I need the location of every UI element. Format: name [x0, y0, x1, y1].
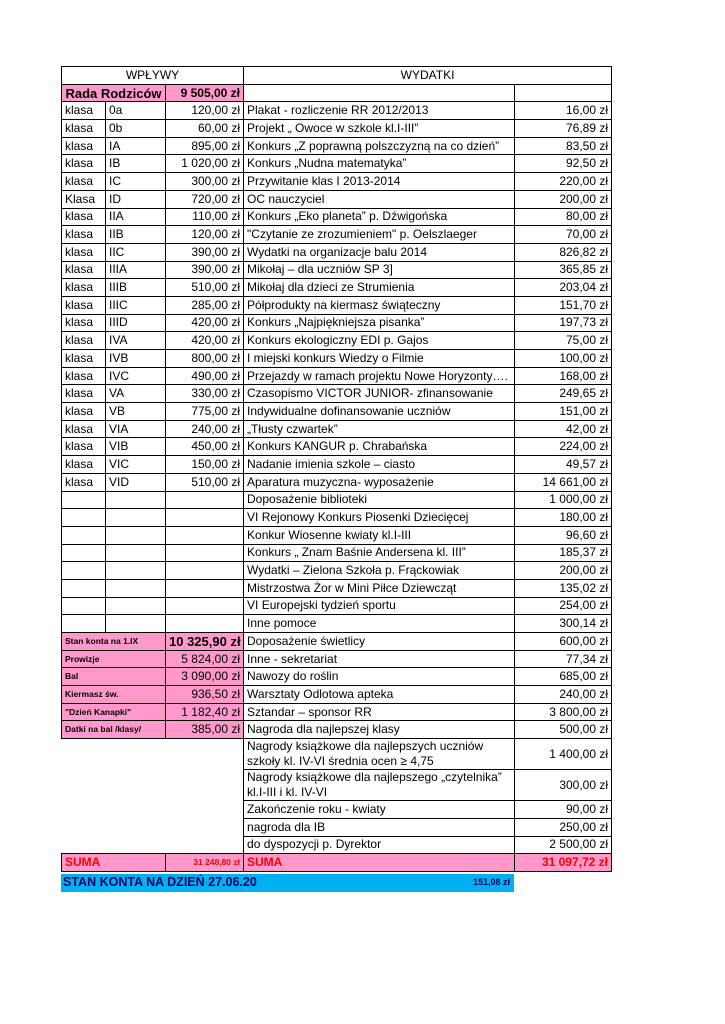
balance-value: 151,08 zł: [472, 877, 510, 887]
expense-description: do dyspozycji p. Dyrektor: [244, 836, 515, 854]
expense-amount: 168,00 zł: [515, 367, 612, 385]
table-row: [62, 332, 612, 350]
income-type: klasa: [62, 243, 106, 261]
expense-amount: 135,02 zł: [515, 579, 612, 597]
expense-description: Nadanie imienia szkole – ciasto: [244, 456, 515, 474]
table-row: [62, 509, 612, 527]
expense-description: Konkurs „Eko planeta” p. Dźwigońska: [244, 208, 515, 226]
sum-label: SUMA: [62, 854, 166, 872]
income-amount: 510,00 zł: [166, 473, 244, 491]
table-row: [62, 314, 612, 332]
class-name: IIC: [106, 243, 166, 261]
income-type: [62, 562, 106, 580]
expense-amount: 197,73 zł: [515, 314, 612, 332]
table-row: [62, 597, 612, 615]
income-type: klasa: [62, 438, 106, 456]
income-amount: [166, 544, 244, 562]
income-type: klasa: [62, 173, 106, 191]
income-amount: 420,00 zł: [166, 314, 244, 332]
table-row: [62, 770, 612, 801]
class-name: [106, 579, 166, 597]
expense-description: Konkurs „Najpiękniejsza pisanka”: [244, 314, 515, 332]
expense-amount: 300,14 zł: [515, 615, 612, 633]
table-row: [62, 120, 612, 138]
income-header: WPŁYWY: [62, 67, 244, 85]
class-name: ID: [106, 190, 166, 208]
income-amount: 490,00 zł: [166, 367, 244, 385]
expense-amount: 151,00 zł: [515, 403, 612, 421]
class-name: [106, 509, 166, 527]
class-name: IVA: [106, 332, 166, 350]
income-type: klasa: [62, 102, 106, 120]
income-type: klasa: [62, 155, 106, 173]
empty-cell: [62, 739, 244, 770]
expense-amount: 254,00 zł: [515, 597, 612, 615]
income-amount: [166, 615, 244, 633]
table-row: [62, 367, 612, 385]
table-row: [62, 836, 612, 854]
expense-amount: 92,50 zł: [515, 155, 612, 173]
table-row: [62, 403, 612, 421]
other-income-row: [62, 650, 612, 668]
expense-amount: 220,00 zł: [515, 173, 612, 191]
table-row: [62, 350, 612, 368]
income-amount: [166, 509, 244, 527]
income-type: [62, 615, 106, 633]
income-amount: 720,00 zł: [166, 190, 244, 208]
other-income-row: [62, 721, 612, 739]
expense-description: Nawozy do roślin: [244, 668, 515, 686]
balance-label: STAN KONTA NA DZIEŃ 27.06.20: [63, 875, 257, 889]
rada-row: [62, 84, 612, 102]
expense-description: Doposażenie biblioteki: [244, 491, 515, 509]
income-amount: [166, 491, 244, 509]
income-type: klasa: [62, 208, 106, 226]
expense-description: Inne pomoce: [244, 615, 515, 633]
expense-amount: 500,00 zł: [515, 721, 612, 739]
expense-amount: 14 661,00 zł: [515, 473, 612, 491]
income-amount: 1 182,40 zł: [166, 703, 244, 721]
expense-description: Nagrody książkowe dla najlepszego „czytelnika” kl.I-III i kl. IV-VI: [244, 770, 515, 801]
income-type: klasa: [62, 473, 106, 491]
class-name: IIIB: [106, 279, 166, 297]
expense-description: Przywitanie klas I 2013-2014: [244, 173, 515, 191]
income-amount: 3 090,00 zł: [166, 668, 244, 686]
class-name: 0a: [106, 102, 166, 120]
income-amount: [166, 526, 244, 544]
expense-amount: 203,04 zł: [515, 279, 612, 297]
expense-description: Konkurs „ Znam Baśnie Andersena kl. III”: [244, 544, 515, 562]
income-type: klasa: [62, 120, 106, 138]
class-name: IIIC: [106, 296, 166, 314]
table-row: [62, 155, 612, 173]
expense-amount: 3 800,00 zł: [515, 703, 612, 721]
expense-description: Półprodukty na kiermasz świąteczny: [244, 296, 515, 314]
expense-amount: 826,82 zł: [515, 243, 612, 261]
table-row: [62, 491, 612, 509]
class-name: IC: [106, 173, 166, 191]
rada-value: 9 505,00 zł: [166, 84, 244, 102]
expense-amount: 200,00 zł: [515, 190, 612, 208]
sum-label-expense: SUMA: [244, 854, 515, 872]
income-amount: 450,00 zł: [166, 438, 244, 456]
expense-amount: 240,00 zł: [515, 686, 612, 704]
expense-description: Czasopismo VICTOR JUNIOR- zfinansowanie: [244, 385, 515, 403]
class-name: [106, 597, 166, 615]
income-type: klasa: [62, 137, 106, 155]
other-income-row: [62, 633, 612, 651]
expense-description: Aparatura muzyczna- wyposażenie: [244, 473, 515, 491]
class-name: IA: [106, 137, 166, 155]
expense-description: "Czytanie ze zrozumieniem" p. Oelszlaeger: [244, 226, 515, 244]
income-amount: 936,50 zł: [166, 686, 244, 704]
income-amount: 1 020,00 zł: [166, 155, 244, 173]
table-row: [62, 456, 612, 474]
expense-amount: 90,00 zł: [515, 801, 612, 819]
expense-amount: 83,50 zł: [515, 137, 612, 155]
expense-amount: 1 000,00 zł: [515, 491, 612, 509]
table-row: [62, 173, 612, 191]
header-row: [62, 67, 612, 85]
income-amount: [166, 597, 244, 615]
income-type: Klasa: [62, 190, 106, 208]
income-type: [62, 579, 106, 597]
expense-description: nagroda dla IB: [244, 818, 515, 836]
table-row: [62, 385, 612, 403]
other-income-row: [62, 703, 612, 721]
class-name: 0b: [106, 120, 166, 138]
class-name: IIB: [106, 226, 166, 244]
expense-description: Wydatki – Zielona Szkoła p. Frąckowiak: [244, 562, 515, 580]
expense-amount: 2 500,00 zł: [515, 836, 612, 854]
income-amount: [166, 562, 244, 580]
income-amount: 800,00 zł: [166, 350, 244, 368]
expense-amount: 151,70 zł: [515, 296, 612, 314]
class-name: [106, 615, 166, 633]
expense-amount: 42,00 zł: [515, 420, 612, 438]
income-amount: 120,00 zł: [166, 226, 244, 244]
expense-description: OC nauczyciel: [244, 190, 515, 208]
empty-cell: [62, 818, 244, 836]
empty-cell: [244, 84, 515, 102]
income-type: klasa: [62, 332, 106, 350]
table-row: [62, 296, 612, 314]
expense-description: VI Europejski tydzień sportu: [244, 597, 515, 615]
income-amount: 10 325,90 zł: [166, 633, 244, 651]
sum-expense: 31 097,72 zł: [515, 854, 612, 872]
income-type: klasa: [62, 226, 106, 244]
expense-description: „Tłusty czwartek”: [244, 420, 515, 438]
income-type: [62, 544, 106, 562]
income-type: klasa: [62, 420, 106, 438]
class-name: [106, 562, 166, 580]
expense-description: Inne - sekretariat: [244, 650, 515, 668]
expense-amount: 49,57 zł: [515, 456, 612, 474]
income-label: Kiermasz św.: [62, 686, 166, 704]
expense-amount: 100,00 zł: [515, 350, 612, 368]
expense-amount: 1 400,00 zł: [515, 739, 612, 770]
income-amount: 510,00 zł: [166, 279, 244, 297]
empty-cell: [62, 770, 244, 801]
table-row: [62, 615, 612, 633]
income-amount: 240,00 zł: [166, 420, 244, 438]
table-row: [62, 579, 612, 597]
expense-description: Doposażenie świetlicy: [244, 633, 515, 651]
expense-description: Plakat - rozliczenie RR 2012/2013: [244, 102, 515, 120]
class-name: IB: [106, 155, 166, 173]
expense-description: Konkurs KANGUR p. Chrabańska: [244, 438, 515, 456]
class-name: [106, 526, 166, 544]
table-row: [62, 208, 612, 226]
expense-amount: 80,00 zł: [515, 208, 612, 226]
expense-description: Projekt „ Owoce w szkole kl.I-III”: [244, 120, 515, 138]
expense-description: Konkur Wiosenne kwiaty kl.I-III: [244, 526, 515, 544]
income-amount: [166, 579, 244, 597]
income-type: klasa: [62, 403, 106, 421]
empty-cell: [515, 84, 612, 102]
expense-amount: 77,34 zł: [515, 650, 612, 668]
income-label: Bal: [62, 668, 166, 686]
expense-description: Konkurs ekologiczny EDI p. Gajos: [244, 332, 515, 350]
rada-label: Rada Rodziców: [62, 84, 166, 102]
income-amount: 390,00 zł: [166, 261, 244, 279]
class-name: IIIA: [106, 261, 166, 279]
class-name: VID: [106, 473, 166, 491]
expense-amount: 76,89 zł: [515, 120, 612, 138]
expense-description: Przejazdy w ramach projektu Nowe Horyzonty….: [244, 367, 515, 385]
empty-cell: [62, 801, 244, 819]
expense-description: Mikołaj dla dzieci ze Strumienia: [244, 279, 515, 297]
expense-description: VI Rejonowy Konkurs Piosenki Dziecięcej: [244, 509, 515, 527]
table-row: [62, 801, 612, 819]
expense-description: Nagrody książkowe dla najlepszych uczniów szkoły kl. IV-VI średnia ocen ≥ 4,75: [244, 739, 515, 770]
class-name: VIA: [106, 420, 166, 438]
expense-amount: 185,37 zł: [515, 544, 612, 562]
income-amount: 390,00 zł: [166, 243, 244, 261]
expense-header: WYDATKI: [244, 67, 612, 85]
sum-income: 31 248,80 zł: [166, 854, 244, 872]
expense-amount: 365,85 zł: [515, 261, 612, 279]
table-row: [62, 544, 612, 562]
class-name: IVC: [106, 367, 166, 385]
class-name: [106, 544, 166, 562]
income-label: Prowizje: [62, 650, 166, 668]
table-row: [62, 526, 612, 544]
balance-banner: [61, 874, 514, 892]
income-type: [62, 509, 106, 527]
class-name: VB: [106, 403, 166, 421]
income-amount: 420,00 zł: [166, 332, 244, 350]
expense-amount: 96,60 zł: [515, 526, 612, 544]
other-income-row: [62, 686, 612, 704]
income-label: Stan konta na 1.IX: [62, 633, 166, 651]
expense-description: Sztandar – sponsor RR: [244, 703, 515, 721]
expense-amount: 75,00 zł: [515, 332, 612, 350]
income-type: klasa: [62, 350, 106, 368]
table-row: [62, 137, 612, 155]
expense-description: Warsztaty Odlotowa apteka: [244, 686, 515, 704]
budget-table: [61, 66, 612, 872]
class-name: VA: [106, 385, 166, 403]
expense-amount: 16,00 zł: [515, 102, 612, 120]
income-type: [62, 526, 106, 544]
income-amount: 110,00 zł: [166, 208, 244, 226]
class-name: [106, 491, 166, 509]
expense-description: Nagroda dla najlepszej klasy: [244, 721, 515, 739]
empty-cell: [62, 836, 244, 854]
income-amount: 5 824,00 zł: [166, 650, 244, 668]
table-row: [62, 562, 612, 580]
income-type: klasa: [62, 385, 106, 403]
income-type: klasa: [62, 314, 106, 332]
expense-description: Zakończenie roku - kwiaty: [244, 801, 515, 819]
table-row: [62, 279, 612, 297]
expense-description: Mistrzostwa Żor w Mini Piłce Dziewcząt: [244, 579, 515, 597]
expense-amount: 224,00 zł: [515, 438, 612, 456]
income-amount: 60,00 zł: [166, 120, 244, 138]
income-type: [62, 597, 106, 615]
table-row: [62, 226, 612, 244]
income-type: klasa: [62, 296, 106, 314]
expense-amount: 70,00 zł: [515, 226, 612, 244]
class-name: VIB: [106, 438, 166, 456]
expense-amount: 250,00 zł: [515, 818, 612, 836]
expense-description: Wydatki na organizacje balu 2014: [244, 243, 515, 261]
expense-description: Konkurs „Z poprawną polszczyzną na co dzień”: [244, 137, 515, 155]
income-type: [62, 491, 106, 509]
other-income-row: [62, 668, 612, 686]
income-amount: 330,00 zł: [166, 385, 244, 403]
table-row: [62, 438, 612, 456]
income-type: klasa: [62, 279, 106, 297]
table-row: [62, 739, 612, 770]
class-name: IVB: [106, 350, 166, 368]
expense-description: Indywidualne dofinansowanie uczniów: [244, 403, 515, 421]
table-row: [62, 261, 612, 279]
class-name: VIC: [106, 456, 166, 474]
income-amount: 895,00 zł: [166, 137, 244, 155]
expense-description: Mikołaj – dla uczniów SP 3]: [244, 261, 515, 279]
table-row: [62, 473, 612, 491]
class-name: IIID: [106, 314, 166, 332]
expense-amount: 200,00 zł: [515, 562, 612, 580]
income-amount: 120,00 zł: [166, 102, 244, 120]
income-amount: 775,00 zł: [166, 403, 244, 421]
table-row: [62, 243, 612, 261]
expense-description: Konkurs „Nudna matematyka”: [244, 155, 515, 173]
income-amount: 285,00 zł: [166, 296, 244, 314]
table-row: [62, 190, 612, 208]
table-row: [62, 420, 612, 438]
expense-amount: 685,00 zł: [515, 668, 612, 686]
expense-description: I miejski konkurs Wiedzy o Filmie: [244, 350, 515, 368]
income-amount: 300,00 zł: [166, 173, 244, 191]
table-row: [62, 818, 612, 836]
table-row: [62, 102, 612, 120]
expense-amount: 180,00 zł: [515, 509, 612, 527]
sum-row: [62, 854, 612, 872]
income-type: klasa: [62, 261, 106, 279]
income-label: Datki na bal /klasy/: [62, 721, 166, 739]
income-amount: 150,00 zł: [166, 456, 244, 474]
income-type: klasa: [62, 456, 106, 474]
class-name: IIA: [106, 208, 166, 226]
income-type: klasa: [62, 367, 106, 385]
expense-amount: 300,00 zł: [515, 770, 612, 801]
income-label: "Dzień Kanapki": [62, 703, 166, 721]
expense-amount: 249,65 zł: [515, 385, 612, 403]
income-amount: 385,00 zł: [166, 721, 244, 739]
expense-amount: 600,00 zł: [515, 633, 612, 651]
